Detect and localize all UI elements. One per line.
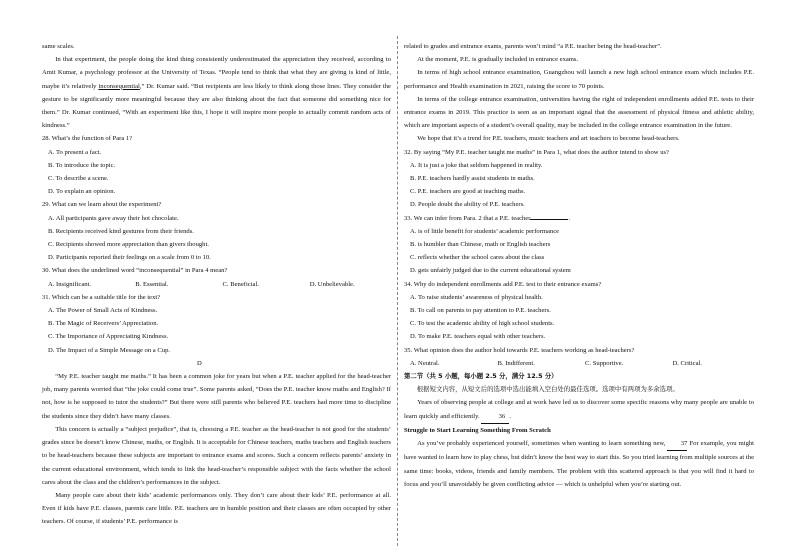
option-32-a: A. It is just a joke that seldom happened in reality.: [410, 161, 543, 169]
option-35-b: B. Indifferent.: [497, 359, 535, 367]
option-31-a: A. The Power of Small Acts of Kindness.: [48, 307, 158, 315]
option-35-d: D. Critical.: [672, 359, 702, 367]
option-32-d: D. People doubt the ability of P.E. teachers.: [410, 201, 525, 209]
option-31-c: C. The Importance of Appreciating Kindness.: [48, 333, 169, 341]
question-29: 29. What can we learn about the experiment?: [42, 201, 162, 209]
option-31-d: D. The Impact of a Simple Message on a Cup.: [48, 346, 171, 354]
paragraph-observing: Years of observing people at college and at work have led us to discover some specific reasons why many people are unable to learn quickly and efficiently. 36 .: [404, 396, 754, 423]
option-29-d: D. Participants reported their feelings on a scale from 0 to 10.: [48, 254, 211, 262]
question-31: 31. Which can be a suitable title for the text?: [42, 293, 161, 301]
option-29-a: A. All participants gave away their hot chocolate.: [48, 214, 179, 222]
option-30-a: A. Insignificant.: [48, 280, 92, 288]
question-28-options: [42, 146, 391, 199]
option-30-c: C. Beneficial.: [222, 280, 259, 288]
option-30-b: B. Essential.: [135, 280, 169, 288]
right-column: [404, 40, 754, 491]
paragraph-hope: We hope that it’s a trend for P.E. teachers, music teachers and art teachers to become head-teachers.: [417, 135, 680, 143]
paragraph-academic-performance: Many people care about their kids’ academic performances only. They don’t care about their kids’ P.E. performance at all. Even if kids have P.E. classes, parents care little. P.E. teachers are in humble position and their classes are often occupied by other teachers. Of course, if students’ P.E. performance is: [42, 491, 391, 526]
option-28-b: B. To introduce the topic.: [48, 161, 116, 169]
blank-36: 36: [481, 410, 509, 424]
option-34-c: C. To test the academic ability of high school students.: [410, 320, 555, 328]
option-31-b: B. The Magic of Receivers’ Appreciation.: [48, 320, 159, 328]
question-35-options: [404, 357, 754, 370]
question-31-options: [42, 304, 391, 357]
paragraph-continuation-right: related to grades and entrance exams, parents won’t mind “a P.E. teacher being the head-teacher”.: [404, 43, 662, 50]
question-32: 32. By saying “My P.E. teacher taught me maths” in Para 1, what does the author intend to show us?: [404, 148, 669, 156]
left-column: [42, 40, 391, 529]
question-30-options: [42, 278, 391, 291]
paragraph-college-exam: In terms of the college entrance examination, universities having the right of independent enrollments added P.E. tests to their entrance exams in 2019. This practice is seen as an important signal that the assessment of physical fitness and athletic ability, which are important aspects of a student’s overall quality, may be included in the college entrance examination in the future.: [404, 95, 754, 130]
option-30-d: D. Unbelievable.: [309, 280, 355, 288]
question-33: 33. We can infer from Para. 2 that a P.E. teacher .: [404, 214, 571, 222]
option-33-b: B. is humbler than Chinese, math or English teachers: [410, 241, 551, 249]
option-28-d: D. To explain an opinion.: [48, 188, 116, 196]
paragraph-scratch: As you’ve probably experienced yourself, sometimes when wanting to learn something new, 37 For example, you might have wanted to learn how to play chess, but didn’t know the best way to start this. So you tried learning from multiple sources at the same time: books, videos, friends and family members. The problem with this scattered approach is that you will find it hard to focus and you’ll unavoidably be given conflicting advice — which is unhelpful when you’re starting out.: [404, 437, 754, 491]
option-28-a: A. To present a fact.: [48, 148, 102, 156]
option-34-d: D. To make P.E. teachers equal with other teachers.: [410, 333, 546, 341]
option-32-c: C. P.E. teachers are good at teaching maths.: [410, 188, 526, 196]
option-35-a: A. Neutral.: [410, 359, 440, 367]
option-32-b: B. P.E. teachers hardly assist students in maths.: [410, 175, 535, 183]
option-28-c: C. To describe a scene.: [48, 175, 109, 183]
paragraph-kumar: In that experiment, the people doing the kind thing consistently underestimated the appreciation they received, according to Amit Kumar, a psychology professor at the University of Texas. “People tend to think that what they are giving is kind of little, maybe it’s relatively inconsequential,” Dr. Kumar said. “But recipients are less likely to think along those lines. They consider the gesture to be significantly more meaningful because they are also thinking about the fact that someone did something nice for them.” Dr. Kumar continued, “With an experiment like this, I hope it will inspire more people to actually commit random acts of kindness.”: [42, 56, 391, 130]
option-34-b: B. To call on parents to pay attention to P.E. teachers.: [410, 307, 551, 315]
option-29-c: C. Recipients showed more appreciation than givers thought.: [48, 241, 209, 249]
question-30: 30. What does the underlined word “inconsequential” in Para 4 mean?: [42, 267, 228, 275]
option-33-d: D. gets unfairly judged due to the current educational system: [410, 267, 571, 275]
paragraph-continuation: same scales.: [42, 43, 75, 50]
paragraph-high-school-exam: In terms of high school entrance examination, Guangzhou will launch a new high school entrance exam which includes P.E. performance and Health examination in 2021, raising the score to 70 points.: [404, 69, 754, 90]
passage-d-marker: D: [197, 359, 202, 367]
paragraph-pe-joke: “My P.E. teacher taught me maths.” It has been a common joke for years but when a P.E. teacher applied for the head-teacher job, many parents worried that “the joke could come true”. Some parents asked, “Does the P.E. teacher know maths and English? If not, how is he supposed to tutor the students?” But there were still parents who believed P.E. teachers had more time to discipline the students since they didn’t have many classes.: [42, 373, 391, 420]
section-2-title: 第二节（共 5 小题，每小题 2.5 分，满分 12.5 分）: [404, 372, 558, 381]
blank-37: 37: [667, 437, 687, 451]
answer-blank: [530, 219, 568, 220]
option-29-b: B. Recipients received kind gestures from their friends.: [48, 227, 194, 235]
underlined-word: inconsequential: [98, 82, 140, 90]
question-28: 28. What’s the function of Para 1?: [42, 135, 133, 143]
section-2-instructions: 根据短文内容，从短文后的选项中选出能填入空白处的最佳选项。选项中有两项为多余选项。: [416, 385, 679, 394]
paragraph-subject-prejudice: This concern is actually a “subject prejudice”, that is, choosing a P.E. teacher as the head-teacher is not good for the students’ grades since he doesn’t know Chinese, maths, or English. It is acceptable for Chinese teachers, maths teachers and English teachers to be head-teachers because these subjects are important to entrance exams and scores. Such a concern reflects parents’ anxiety in the current educational environment, which tends to link the head-teacher’s responsible subject with the facts whether the school cares about the class and the children’s performances in the subject.: [42, 425, 391, 486]
option-33-a: A. is of little benefit for students’ academic performance: [410, 227, 560, 235]
question-35: 35. What opinion does the author hold towards P.E. teachers working as head-teachers?: [404, 346, 635, 354]
option-35-c: C. Supportive.: [585, 359, 624, 367]
column-divider: [397, 36, 398, 546]
article-subheading: Struggle to Start Learning Something From Scratch: [404, 426, 551, 434]
question-34: 34. Why do independent enrollments add P.E. test to their entrance exams?: [404, 280, 602, 288]
option-34-a: A. To raise students’ awareness of physical health.: [410, 293, 543, 301]
paragraph-pe-entrance: At the moment, P.E. is gradually included in entrance exams.: [417, 56, 579, 64]
option-33-c: C. reflects whether the school cares about the class: [410, 254, 545, 262]
